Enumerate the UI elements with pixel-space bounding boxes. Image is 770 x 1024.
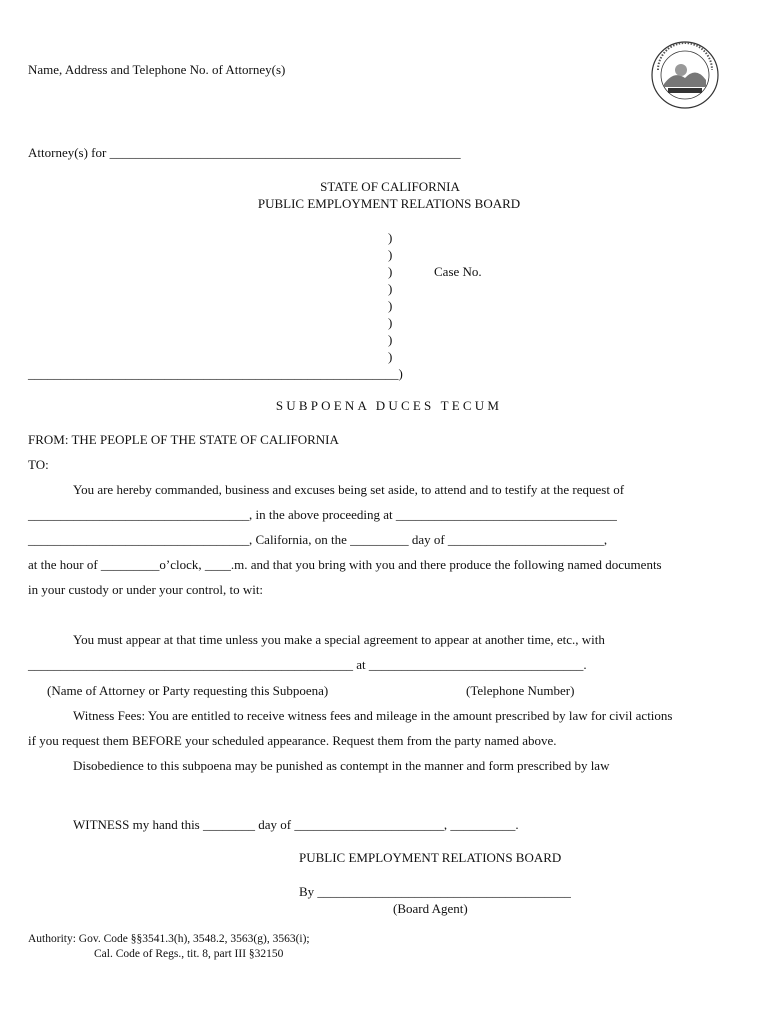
caption-paren: ) [388, 349, 393, 364]
caption-paren: ) [388, 332, 393, 347]
caption-paren: ) [388, 298, 393, 313]
body-line-1: You are hereby commanded, business and excuses being set aside, to attend and to testify at the request of [73, 482, 625, 497]
document-title: SUBPOENA DUCES TECUM [275, 398, 503, 413]
caption-paren: ) [388, 247, 393, 262]
telephone-caption: (Telephone Number) [466, 683, 575, 698]
case-number-label: Case No. [434, 264, 482, 279]
authority-line-2: Cal. Code of Regs., tit. 8, part III §32150 [94, 948, 284, 960]
requester-caption: (Name of Attorney or Party requesting this Subpoena) [47, 683, 329, 698]
state-title: STATE OF CALIFORNIA [320, 179, 460, 194]
authority-line-1: Authority: Gov. Code §§3541.3(h), 3548.2, 3563(g), 3563(i); [28, 933, 310, 945]
body-line-5: in your custody or under your control, to wit: [28, 582, 264, 597]
signature-by-line: By _______________________________________ [299, 884, 571, 899]
attorneys-for-line: Attorney(s) for ______________________________________________________ [28, 145, 461, 160]
caption-paren: ) [388, 315, 393, 330]
witness-fees-line-2: if you request them BEFORE your scheduled appearance. Request them from the party named above. [28, 733, 557, 748]
witness-fees-line: Witness Fees: You are entitled to receive witness fees and mileage in the amount prescribed by law for civil actions [73, 708, 673, 723]
seal-icon [650, 40, 720, 110]
from-line: FROM: THE PEOPLE OF THE STATE OF CALIFORNIA [28, 432, 339, 447]
caption-paren: ) [388, 281, 393, 296]
caption-paren: ) [388, 264, 393, 279]
signature-board-name: PUBLIC EMPLOYMENT RELATIONS BOARD [299, 850, 562, 865]
board-title: PUBLIC EMPLOYMENT RELATIONS BOARD [257, 196, 521, 211]
body-line-6: You must appear at that time unless you make a special agreement to appear at another time, etc., with [73, 632, 605, 647]
body-line-3: __________________________________, California, on the _________ day of ________________________, [28, 532, 608, 547]
caption-party-line: _________________________________________________________) [28, 366, 403, 381]
witness-hand-line: WITNESS my hand this ________ day of _______________________, __________. [73, 817, 519, 832]
body-line-7: __________________________________________________ at _________________________________. [28, 657, 587, 672]
caption-paren: ) [388, 230, 393, 245]
body-line-2: __________________________________, in the above proceeding at __________________________________ [28, 507, 617, 522]
body-line-4: at the hour of _________o’clock, ____.m. and that you bring with you and there produce the following named documents [28, 557, 662, 572]
to-label: TO: [28, 457, 49, 472]
disobedience-line: Disobedience to this subpoena may be punished as contempt in the manner and form prescribed by law [73, 758, 610, 773]
board-agent-caption: (Board Agent) [393, 901, 468, 916]
attorney-info-label: Name, Address and Telephone No. of Attorney(s) [28, 62, 286, 77]
